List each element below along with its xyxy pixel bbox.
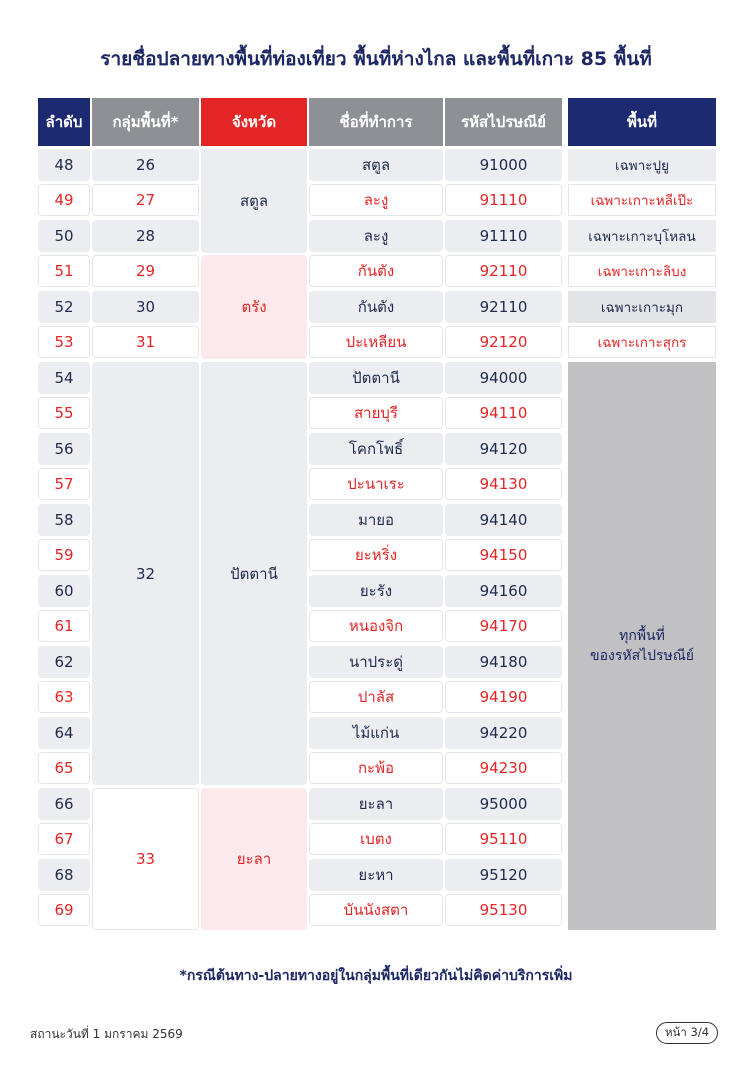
row-postcode: 92120 (445, 326, 562, 358)
header-group: กลุ่มพื้นที่* (92, 98, 199, 146)
row-number: 66 (38, 788, 90, 820)
area-cell: เฉพาะเกาะหลีเป๊ะ (568, 184, 716, 216)
row-office: สายบุรี (309, 397, 443, 429)
row-number: 60 (38, 575, 90, 607)
row-number: 55 (38, 397, 90, 429)
row-number: 64 (38, 717, 90, 749)
area-cell: เฉพาะเกาะมุก (568, 291, 716, 323)
row-office: ไม้แก่น (309, 717, 443, 749)
row-office: ปะนาเระ (309, 468, 443, 500)
row-postcode: 94110 (445, 397, 562, 429)
area-cell: เฉพาะเกาะบุโหลน (568, 220, 716, 252)
row-number: 63 (38, 681, 90, 713)
row-postcode: 91000 (445, 149, 562, 181)
row-office: โคกโพธิ์ (309, 433, 443, 465)
row-number: 69 (38, 894, 90, 926)
province-satun: สตูล (201, 149, 307, 253)
status-date: สถานะวันที่ 1 มกราคม 2569 (30, 1027, 183, 1041)
row-postcode: 94130 (445, 468, 562, 500)
row-office: ละงู (309, 220, 443, 252)
row-number: 62 (38, 646, 90, 678)
area-cell: เฉพาะเกาะลิบง (568, 255, 716, 287)
row-postcode: 94230 (445, 752, 562, 784)
row-office: กันตัง (309, 291, 443, 323)
row-postcode: 94150 (445, 539, 562, 571)
area-all-line1: ทุกพื้นที่ (619, 628, 665, 644)
row-number: 51 (38, 255, 90, 287)
area-all-line2: ของรหัสไปรษณีย์ (590, 648, 694, 664)
footnote: *กรณีต้นทาง-ปลายทางอยู่ในกลุ่มพื้นที่เดียวกันไม่คิดค่าบริการเพิ่ม (179, 968, 573, 984)
row-office: ละงู (309, 184, 443, 216)
row-postcode: 92110 (445, 291, 562, 323)
row-postcode: 95000 (445, 788, 562, 820)
row-postcode: 94140 (445, 504, 562, 536)
header-office: ชื่อที่ทำการ (309, 98, 443, 146)
group-32-cell: 32 (92, 362, 199, 785)
header-postcode: รหัสไปรษณีย์ (445, 98, 562, 146)
row-office: ปัตตานี (309, 362, 443, 394)
row-postcode: 94170 (445, 610, 562, 642)
row-number: 56 (38, 433, 90, 465)
row-office: กะพ้อ (309, 752, 443, 784)
row-number: 58 (38, 504, 90, 536)
area-cell: เฉพาะปูยู (568, 149, 716, 181)
row-group: 30 (92, 291, 199, 323)
row-postcode: 95130 (445, 894, 562, 926)
area-cell: เฉพาะเกาะสุกร (568, 326, 716, 358)
province-trang: ตรัง (201, 255, 307, 359)
row-office: บันนังสตา (309, 894, 443, 926)
row-office: ยะหา (309, 859, 443, 891)
row-number: 68 (38, 859, 90, 891)
row-number: 53 (38, 326, 90, 358)
row-postcode: 95120 (445, 859, 562, 891)
row-group: 31 (92, 326, 199, 358)
row-office: ปะเหลียน (309, 326, 443, 358)
row-postcode: 95110 (445, 823, 562, 855)
row-number: 57 (38, 468, 90, 500)
row-postcode: 94220 (445, 717, 562, 749)
row-office: ยะรัง (309, 575, 443, 607)
row-number: 52 (38, 291, 90, 323)
header-province: จังหวัด (201, 98, 307, 146)
row-postcode: 94190 (445, 681, 562, 713)
row-number: 48 (38, 149, 90, 181)
page-title: รายชื่อปลายทางพื้นที่ท่องเที่ยว พื้นที่ห่างไกล และพื้นที่เกาะ 85 พื้นที่ (100, 48, 652, 70)
row-number: 54 (38, 362, 90, 394)
row-office: เบตง (309, 823, 443, 855)
row-postcode: 94000 (445, 362, 562, 394)
row-office: ปาลัส (309, 681, 443, 713)
row-group: 26 (92, 149, 199, 181)
row-group: 28 (92, 220, 199, 252)
row-postcode: 94180 (445, 646, 562, 678)
row-office: ยะลา (309, 788, 443, 820)
header-no: ลำดับ (38, 98, 90, 146)
area-all-postcodes (568, 362, 716, 930)
row-postcode: 92110 (445, 255, 562, 287)
province-yala: ยะลา (201, 788, 307, 930)
row-number: 67 (38, 823, 90, 855)
row-office: หนองจิก (309, 610, 443, 642)
row-number: 65 (38, 752, 90, 784)
row-postcode: 91110 (445, 220, 562, 252)
row-office: ยะหริ่ง (309, 539, 443, 571)
row-office: กันตัง (309, 255, 443, 287)
row-group: 29 (92, 255, 199, 287)
row-postcode: 94160 (445, 575, 562, 607)
row-number: 59 (38, 539, 90, 571)
province-pattani: ปัตตานี (201, 362, 307, 785)
row-group: 27 (92, 184, 199, 216)
row-number: 49 (38, 184, 90, 216)
row-office: มายอ (309, 504, 443, 536)
row-office: นาประดู่ (309, 646, 443, 678)
header-area: พื้นที่ (568, 98, 716, 146)
row-office: สตูล (309, 149, 443, 181)
row-number: 61 (38, 610, 90, 642)
group-33-cell: 33 (92, 788, 199, 930)
row-number: 50 (38, 220, 90, 252)
page-indicator: หน้า 3/4 (656, 1022, 718, 1044)
row-postcode: 91110 (445, 184, 562, 216)
row-postcode: 94120 (445, 433, 562, 465)
